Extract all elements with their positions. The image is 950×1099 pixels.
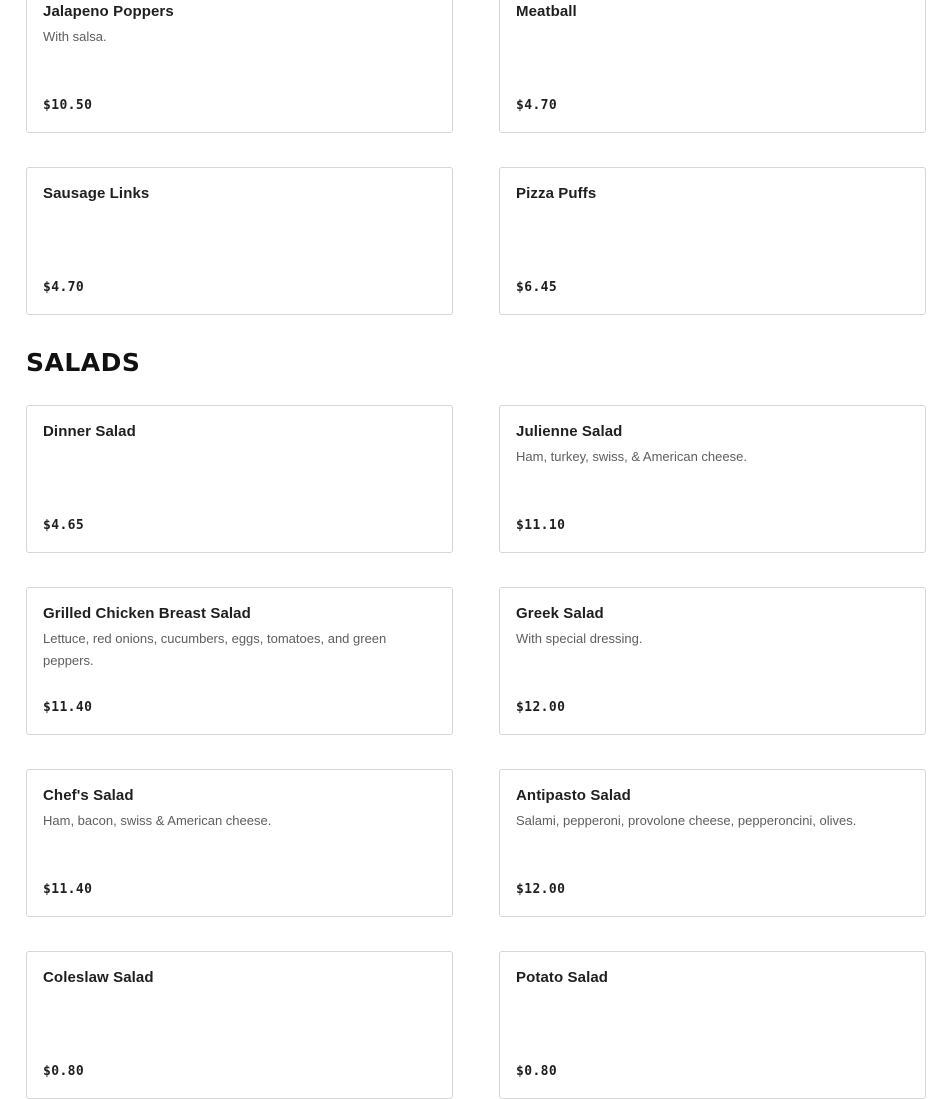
menu-item-name: Jalapeno Poppers [43,3,174,20]
menu-item-description: With special dressing. [516,631,643,646]
menu-item-description: Lettuce, red onions, cucumbers, eggs, tomatoes, and green peppers. [43,631,387,668]
menu-item-card[interactable] [26,769,453,917]
menu-item-price: $12.00 [516,882,566,897]
menu-item-card[interactable] [499,769,926,917]
menu-item-card[interactable] [26,0,453,133]
menu-item-price: $11.40 [43,700,93,715]
section-title-salads: SALADS [26,348,141,377]
menu-item-description: Salami, pepperoni, provolone cheese, pepperoncini, olives. [516,813,857,828]
menu-item-name: Meatball [516,3,577,20]
menu-item-price: $12.00 [516,700,566,715]
menu-item-name: Chef's Salad [43,787,134,804]
menu-item-card[interactable] [26,167,453,315]
menu-item-price: $4.65 [43,518,85,533]
menu-item-name: Dinner Salad [43,423,136,440]
menu-item-price: $0.80 [43,1064,85,1079]
menu-item-price: $11.10 [516,518,566,533]
menu-item-price: $6.45 [516,280,558,295]
menu-item-name: Grilled Chicken Breast Salad [43,605,251,622]
menu-item-name: Sausage Links [43,185,150,202]
menu-item-description: Ham, bacon, swiss & American cheese. [43,813,272,828]
menu-item-name: Antipasto Salad [516,787,631,804]
menu-item-name: Greek Salad [516,605,604,622]
menu-item-card[interactable] [26,951,453,1099]
menu-item-price: $0.80 [516,1064,558,1079]
menu-item-description: Ham, turkey, swiss, & American cheese. [516,449,747,464]
menu-item-description: With salsa. [43,29,107,44]
menu-item-price: $10.50 [43,98,93,113]
menu-item-card[interactable] [26,587,453,735]
menu-item-name: Coleslaw Salad [43,969,154,986]
menu-item-card[interactable] [26,405,453,553]
menu-item-price: $4.70 [43,280,85,295]
menu-item-card[interactable] [499,167,926,315]
menu-item-name: Pizza Puffs [516,185,597,202]
menu-item-card[interactable] [499,0,926,133]
menu-item-name: Potato Salad [516,969,609,986]
menu-item-price: $4.70 [516,98,558,113]
menu-item-card[interactable] [499,405,926,553]
menu-item-name: Julienne Salad [516,423,623,440]
menu-item-card[interactable] [499,951,926,1099]
menu-item-price: $11.40 [43,882,93,897]
menu-item-card[interactable] [499,587,926,735]
